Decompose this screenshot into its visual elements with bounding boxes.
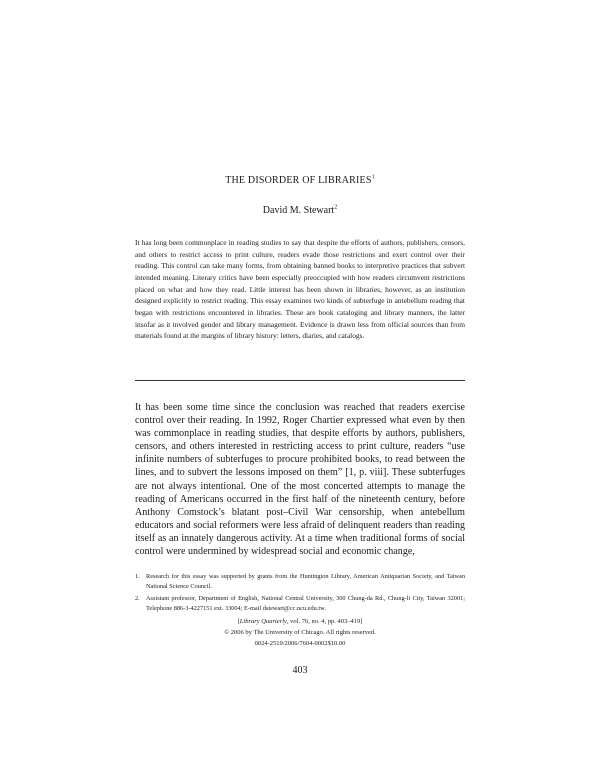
author-footnote-marker: 2	[334, 204, 338, 211]
article-title	[0, 175, 600, 186]
citation-bracket: [	[237, 618, 240, 625]
footnote-text: Research for this essay was supported by grants from the Huntington Library, American Antiquarian Society, and Taiwan National Science Council.	[146, 573, 465, 590]
footnote-2	[135, 594, 465, 614]
article-title-text: THE DISORDER OF LIBRARIES	[225, 175, 372, 186]
citation-details: , vol. 76, no. 4, pp. 403–419]	[286, 618, 363, 625]
abstract: It has long been commonplace in reading studies to say that despite the efforts of authors, publishers, censors, and others to restrict access to print culture, readers evade those restrictions and exert control over their reading. This control can take many forms, from obtaining banned books to interpretive practices that subvert intended meaning. Literary critics have been especially preoccupied with how readers circumvent restrictions placed on what and how they read. Little interest has been shown in libraries, however, as an institution designed explicitly to restrict reading. This essay examines two kinds of subterfuge in antebellum reading that began with restrictions encountered in libraries. These are book cataloging and library manners, the latter insofar as it involved gender and library management. Evidence is drawn less from official sources than from materials found at the margins of library history: letters, diaries, and catalogs.	[135, 238, 465, 341]
copyright-line: © 2006 by The University of Chicago. All rights reserved.	[224, 629, 376, 636]
journal-citation	[0, 616, 600, 649]
author-byline	[0, 205, 600, 216]
issn-line: 0024-2519/2006/7604-0002$10.00	[254, 640, 346, 647]
author-name: David M. Stewart	[262, 205, 335, 216]
citation-line	[0, 616, 600, 627]
footnote-text: Assistant professor, Department of English, National Central University, 300 Chung-da Rd., Chung-li City, Taiwan 32001; Telephone 886-3-4227151 ext. 33004; E-mail dstewart@cc.ncu.edu.tw.	[146, 595, 465, 612]
title-footnote-marker: 1	[371, 174, 375, 181]
section-divider	[135, 380, 465, 381]
page-number: 403	[292, 665, 308, 676]
body-paragraph: It has been some time since the conclusion was reached that readers exercise control over their reading. In 1992, Roger Chartier expressed what even by then was commonplace in reading studies, that despite efforts by authors, publishers, censors, and others interested in restricting access to print culture, readers “use infinite numbers of subterfuges to procure prohibited books, to read between the lines, and to subvert the lessons imposed on them” [1, p. viii]. These subterfuges are not always intentional. One of the most concerted attempts to manage the reading of Americans occurred in the first half of the nineteenth century, before Anthony Comstock’s blatant post–Civil War censorship, when antebellum educators and social reformers were less afraid of delinquent readers than reading itself as an innately dangerous activity. At a time when traditional forms of social control were undermined by widespread social and economic change,	[135, 402, 465, 558]
footnote-1	[135, 572, 465, 592]
footnotes	[135, 572, 465, 616]
journal-name: Library Quarterly	[239, 618, 287, 625]
footnote-number: 1.	[135, 573, 140, 580]
footnote-number: 2.	[135, 595, 140, 602]
